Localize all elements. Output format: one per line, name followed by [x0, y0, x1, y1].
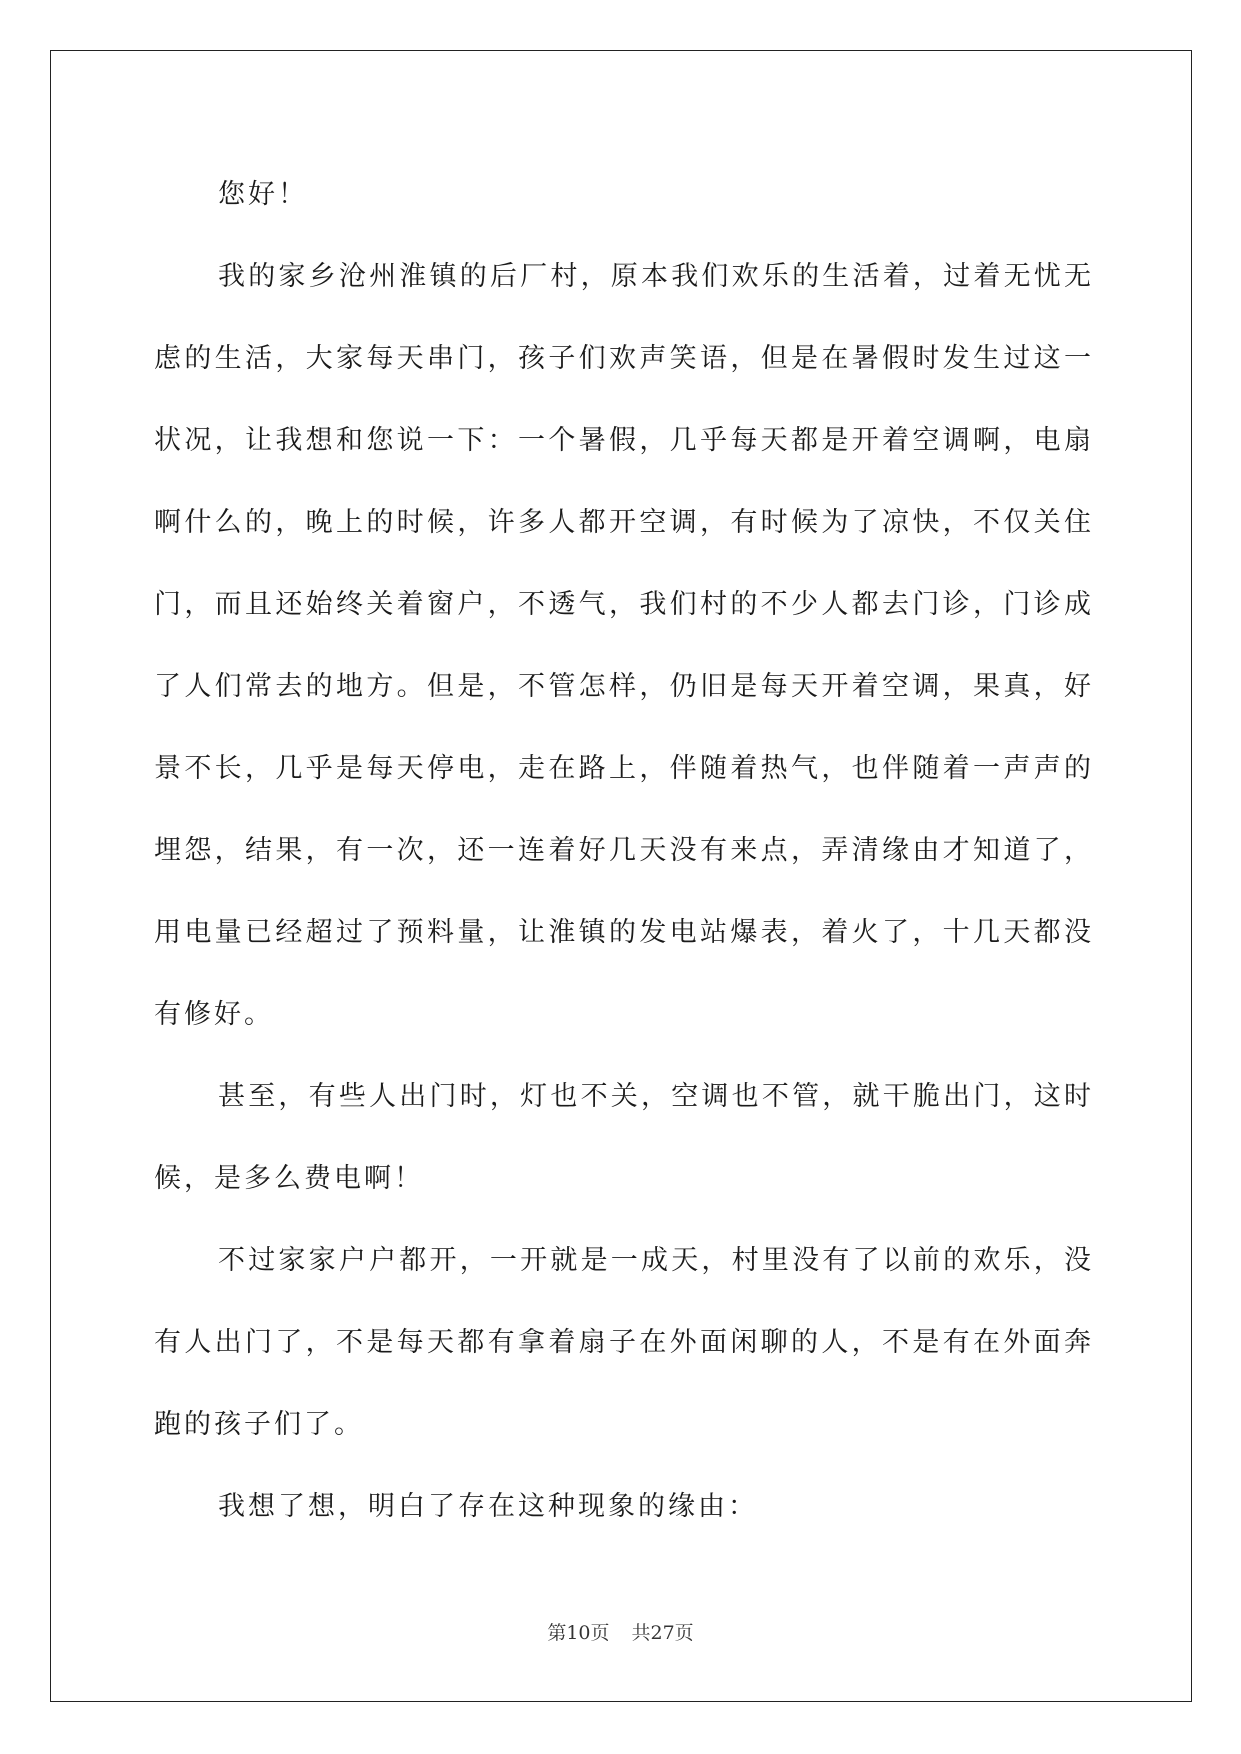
paragraph-story: 我的家乡沧州淮镇的后厂村，原本我们欢乐的生活着，过着无忧无虑的生活，大家每天串门，孩子们欢声笑语，但是在暑假时发生过这一状况，让我想和您说一下：一个暑假，几乎每天都是开着空调啊，电扇啊什么的，晚上的时候，许多人都开空调，有时候为了凉快，不仅关住门，而且还始终关着窗户，不透气，我们村的不少人都去门诊，门诊成了人们常去的地方。但是，不管怎样，仍旧是每天开着空调，果真，好景不长，几乎是每天停电，走在路上，伴随着热气，也伴随着一声声的埋怨，结果，有一次，还一连着好几天没有来点，弄清缘由才知道了，用电量已经超过了预料量，让淮镇的发电站爆表，着火了，十几天都没有修好。 [154, 261, 1094, 1030]
page-total: 共27页 [631, 1622, 694, 1644]
page-number: 第10页 [547, 1622, 610, 1644]
page-footer [0, 1618, 1241, 1645]
paragraph-village: 不过家家户户都开，一开就是一成天，村里没有了以前的欢乐，没有人出门了，不是每天都有拿着扇子在外面闲聊的人，不是有在外面奔跑的孩子们了。 [154, 1245, 1094, 1440]
paragraph-reason: 我想了想，明白了存在这种现象的缘由： [218, 1491, 758, 1522]
paragraph-waste: 甚至，有些人出门时，灯也不关，空调也不管，就干脆出门，这时候，是多么费电啊！ [154, 1081, 1094, 1194]
paragraph-greeting: 您好！ [218, 179, 308, 210]
document-body [154, 154, 1094, 1548]
